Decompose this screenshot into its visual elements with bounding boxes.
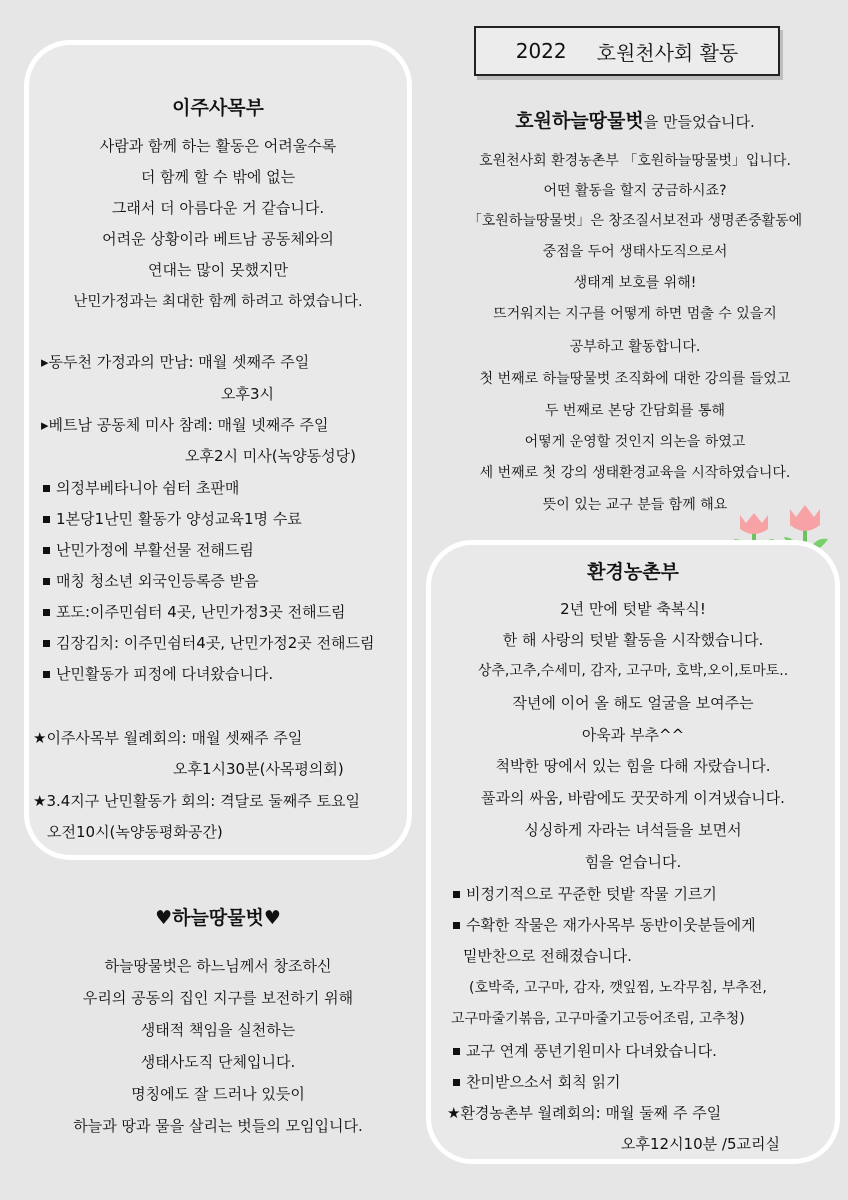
meeting-refugee-time: 오전10시(녹양동평화공간)	[47, 823, 223, 841]
right-top-line: 어떻게 운영할 것인지 의논을 하였고	[524, 434, 746, 450]
schedule-vietnam-time: 오후2시 미사(녹양동성당)	[185, 447, 356, 465]
list-item: 포도:이주민쉼터 4곳, 난민가정3곳 전해드림	[43, 601, 346, 622]
sky-line: 명칭에도 잘 드러나 있듯이	[131, 1085, 305, 1103]
intro-line: 사람과 함께 하는 활동은 어려울수록	[99, 137, 337, 155]
right-top-line: 「호원하늘땅물벗」은 창조질서보전과 생명존중활동에	[467, 213, 803, 229]
meeting-migrant-time: 오후1시30분(사목평의회)	[173, 760, 344, 778]
right-top-line: 공부하고 활동합니다.	[569, 339, 701, 355]
sky-line: 우리의 공동의 집인 지구를 보전하기 위해	[82, 989, 354, 1007]
right-top-line: 첫 번째로 하늘땅물벗 조직화에 대한 강의를 들었고	[479, 371, 791, 387]
right-top-line: 두 번째로 본당 간담회를 통해	[544, 403, 726, 419]
list-item: 난민활동가 피정에 다녀왔습니다.	[43, 663, 273, 684]
page-title: 호원천사회 활동	[596, 40, 739, 65]
env-line: 힘을 얻습니다.	[584, 853, 682, 871]
env-line: 척박한 땅에서 있는 힘을 다해 자랐습니다.	[495, 757, 771, 775]
page-title-box	[474, 26, 780, 76]
env-line: 2년 만에 텃밭 축복식!	[560, 600, 706, 618]
list-item: 난민가정에 부활선물 전해드림	[43, 539, 254, 560]
meeting-environment: ★환경농촌부 월례회의: 매월 둘째 주 주일	[447, 1104, 722, 1122]
environment-agriculture-heading: 환경농촌부	[587, 561, 679, 583]
sky-line: 하늘땅물벗은 하느님께서 창조하신	[104, 957, 332, 975]
list-item: 수확한 작물은 재가사목부 동반이웃분들에게	[453, 914, 756, 935]
list-item: 찬미받으소서 회칙 읽기	[453, 1071, 620, 1092]
list-item-continued: 밑반찬으로 전해졌습니다.	[463, 947, 632, 965]
sky-earth-water-section	[24, 895, 412, 1155]
right-top-line: 뜨거워지는 지구를 어떻게 하면 멈출 수 있을지	[493, 306, 777, 322]
meeting-refugee: ★3.4지구 난민활동가 회의: 격달로 둘째주 토요일	[33, 792, 361, 810]
env-line: 상추,고추,수세미, 감자, 고구마, 호박,오이,토마토..	[477, 663, 789, 679]
right-top-line: 중점을 두어 생태사도직으로서	[542, 244, 728, 260]
list-item: 의정부베타니아 쉼터 초판매	[43, 477, 239, 498]
right-headline-rest: 을 만들었습니다.	[643, 113, 755, 131]
schedule-dongducheon-time: 오후3시	[221, 385, 275, 403]
env-line: 싱싱하게 자라는 녀석들을 보면서	[524, 821, 742, 839]
list-item: 교구 연계 풍년기원미사 다녀왔습니다.	[453, 1040, 717, 1061]
list-item: 김장김치: 이주민쉼터4곳, 난민가정2곳 전해드림	[43, 632, 375, 653]
right-headline	[430, 106, 840, 133]
dishes-line: 고구마줄기볶음, 고구마줄기고등어조림, 고추청)	[451, 1011, 745, 1027]
intro-line: 더 함께 할 수 밖에 없는	[140, 168, 296, 186]
intro-line: 연대는 많이 못했지만	[148, 261, 288, 279]
env-line: 작년에 이어 올 해도 얼굴을 보여주는	[512, 694, 754, 712]
meeting-environment-time: 오후12시10분 /5교리실	[621, 1135, 780, 1153]
intro-line: 그래서 더 아름다운 거 같습니다.	[111, 199, 325, 217]
right-top-line: 생태계 보호를 위해!	[573, 275, 697, 291]
right-headline-bold: 호원하늘땅물벗	[515, 110, 644, 132]
sky-line: 생태사도직 단체입니다.	[140, 1053, 296, 1071]
env-line: 한 해 사랑의 텃밭 활동을 시작했습니다.	[502, 631, 764, 649]
schedule-dongducheon: ▸동두천 가정과의 만남: 매월 셋째주 주일	[41, 353, 310, 371]
schedule-vietnam: ▸베트남 공동체 미사 참례: 매월 넷째주 주일	[41, 416, 329, 434]
sky-line: 하늘과 땅과 물을 살리는 벗들의 모임입니다.	[73, 1117, 363, 1135]
migrant-ministry-heading: 이주사목부	[172, 97, 264, 119]
year-label: 2022	[515, 39, 567, 63]
list-item: 비정기적으로 꾸준한 텃밭 작물 기르기	[453, 883, 717, 904]
list-item: 1본당1난민 활동가 양성교육1명 수료	[43, 508, 302, 529]
sky-earth-water-heading: ♥하늘땅물벗♥	[155, 907, 281, 929]
meeting-migrant: ★이주사목부 월례회의: 매월 셋째주 주일	[33, 729, 303, 747]
right-top-line: 세 번째로 첫 강의 생태환경교육을 시작하였습니다.	[479, 465, 791, 481]
sky-line: 생태적 책임을 실천하는	[140, 1021, 296, 1039]
right-top-line: 호원천사회 환경농촌부 「호원하늘땅물벗」입니다.	[479, 153, 791, 169]
intro-line: 난민가정과는 최대한 함께 하려고 하였습니다.	[73, 294, 363, 310]
env-line: 아욱과 부추^^	[581, 726, 685, 744]
list-item: 매칭 청소년 외국인등록증 받음	[43, 570, 259, 591]
environment-agriculture-panel	[426, 540, 840, 1164]
migrant-ministry-panel	[24, 40, 412, 860]
env-line: 풀과의 싸움, 바람에도 꿋꿋하게 이겨냈습니다.	[481, 789, 785, 807]
dishes-line: (호박죽, 고구마, 감자, 깻잎찜, 노각무침, 부추전,	[469, 980, 767, 996]
right-top-line: 어떤 활동을 할지 궁금하시죠?	[543, 183, 727, 199]
hoewon-sky-earth-water-section	[430, 100, 840, 520]
intro-line: 어려운 상황이라 베트남 공동체와의	[102, 230, 334, 248]
right-top-line: 뜻이 있는 교구 분들 함께 해요	[542, 497, 728, 513]
